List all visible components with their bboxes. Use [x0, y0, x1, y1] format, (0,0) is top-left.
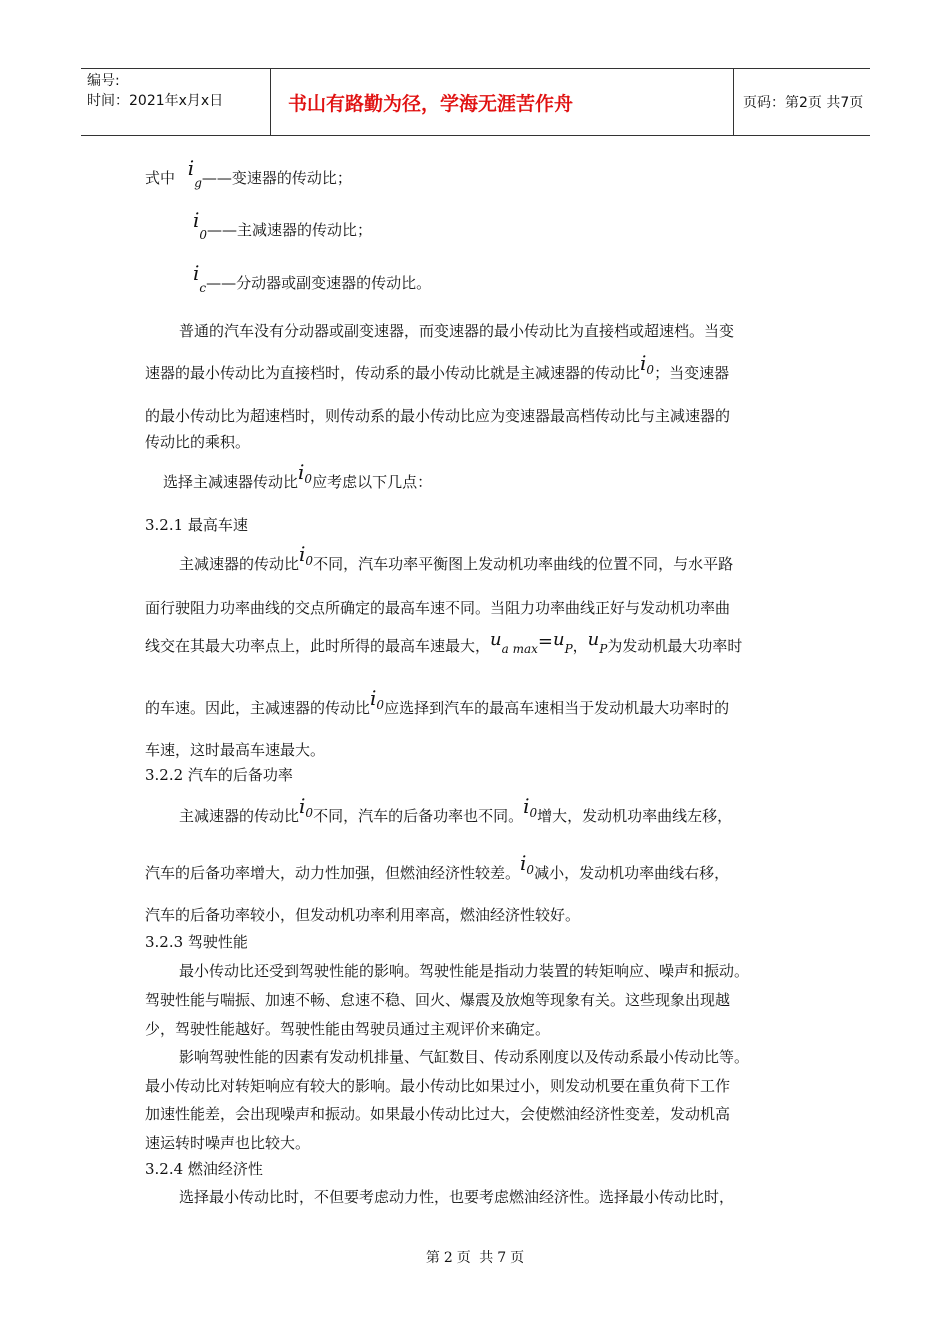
header-page-info: 页码：第2页 共7页: [743, 95, 864, 111]
footer-a: 第: [425, 1250, 440, 1266]
s321-comma: ，: [572, 637, 588, 655]
footer-total-pages: 7: [497, 1250, 507, 1266]
s321-line3-a: 线交在其最大功率点上，此时所得的最高车速最大，: [145, 637, 491, 655]
header-date: 时间：2021年x月x日: [87, 93, 224, 109]
symbol-i0-inline: i: [640, 351, 647, 375]
def-ic: [193, 261, 432, 295]
section-3-2-2-title: 3.2.2 汽车的后备功率: [145, 766, 293, 784]
symbol-ic: i: [193, 261, 200, 285]
s323-line6: 加速性能差，会出现噪声和振动。如果最小传动比过大，会使燃油经济性变差，发动机高: [145, 1105, 731, 1123]
s322-line1-c: 增大，发动机功率曲线左移，: [537, 807, 733, 825]
def-ic-text: ——分动器或副变速器的传动比。: [206, 274, 432, 292]
footer-d: 页: [510, 1250, 525, 1266]
para1-line2-a: 速器的最小传动比为直接档时，传动系的最小传动比就是主减速器的传动比: [145, 364, 641, 382]
symbol-i0-p2: i: [298, 460, 305, 484]
symbol-i0-s322a-sub: 0: [305, 806, 314, 820]
page-footer: [0, 1247, 950, 1267]
symbol-i0-s321: i: [299, 542, 306, 566]
s321-line3: [145, 629, 743, 657]
symbol-i0-p2-sub: 0: [304, 472, 313, 486]
def-i0: [193, 208, 373, 242]
footer-c: 共: [479, 1250, 494, 1266]
s321-line1-b: 不同，汽车功率平衡图上发动机功率曲线的位置不同，与水平路: [313, 555, 734, 573]
section-3-2-1-title: 3.2.1 最高车速: [145, 516, 248, 534]
para2: [163, 460, 433, 493]
para1-line2-b: ；当变速器: [654, 364, 730, 382]
def-ig-text: ——变速器的传动比；: [201, 169, 352, 187]
s321-line5: 车速，这时最高车速最大。: [145, 741, 326, 759]
s324-line1: 选择最小传动比时，不但要考虑动力性，也要考虑燃油经济性。选择最小传动比时，: [179, 1188, 735, 1206]
symbol-ic-sub: c: [199, 281, 207, 295]
footer-b: 页: [456, 1250, 471, 1266]
s323-line7: 速运转时噪声也比较大。: [145, 1134, 311, 1152]
symbol-i0-s322b-sub: 0: [529, 806, 538, 820]
section-3-2-3-title: 3.2.3 驾驶性能: [145, 933, 248, 951]
para2-b: 应考虑以下几点：: [312, 473, 433, 491]
s323-line4: 影响驾驶性能的因素有发动机排量、气缸数目、传动系刚度以及传动系最小传动比等。: [179, 1048, 750, 1066]
s321-line4-b: 应选择到汽车的最高车速相当于发动机最大功率时的: [384, 699, 730, 717]
symbol-u-amax: a max: [501, 642, 538, 656]
s321-line1-a: 主减速器的传动比: [179, 555, 300, 573]
header-id-label: 编号:: [87, 73, 120, 89]
s321-line4-a: 的车速。因此，主减速器的传动比: [145, 699, 371, 717]
symbol-i0-s322c-sub: 0: [526, 863, 535, 877]
s321-line1: [179, 542, 734, 575]
section-3-2-4-title: 3.2.4 燃油经济性: [145, 1160, 263, 1178]
symbol-up-sub: P: [564, 642, 573, 656]
s323-line3: 少，驾驶性能越好。驾驶性能由驾驶员通过主观评价来确定。: [145, 1020, 551, 1038]
symbol-i0-s321-sub: 0: [305, 554, 314, 568]
s322-line2-b: 减小，发动机功率曲线右移，: [534, 864, 730, 882]
s322-line1: [179, 794, 733, 827]
symbol-u: u: [490, 629, 502, 650]
s322-line1-b: 不同，汽车的后备功率也不同。: [313, 807, 524, 825]
s322-line2-a: 汽车的后备功率增大，动力性加强，但燃油经济性较差。: [145, 864, 521, 882]
para1-line2: [145, 351, 730, 384]
symbol-i0-s322b: i: [523, 794, 530, 818]
footer-page-number: 2: [443, 1250, 453, 1266]
symbol-up-2-sub: P: [599, 642, 608, 656]
para2-a: 选择主减速器传动比: [163, 473, 299, 491]
symbol-up: u: [552, 629, 565, 650]
symbol-i0-inline-sub: 0: [646, 363, 655, 377]
header-motto: 书山有路勤为径，学海无涯苦作舟: [271, 69, 734, 135]
para1-line4: 传动比的乘积。: [145, 433, 251, 451]
s321-line3-b: 为发动机最大功率时: [607, 637, 743, 655]
def-prefix: 式中: [145, 169, 176, 187]
symbol-ig-sub: g: [194, 176, 202, 190]
s321-line4: [145, 686, 730, 719]
s323-line2: 驾驶性能与喘振、加速不畅、怠速不稳、回火、爆震及放炮等现象有关。这些现象出现越: [145, 991, 731, 1009]
s322-line3: 汽车的后备功率较小，但发动机功率利用率高，燃油经济性较好。: [145, 906, 581, 924]
symbol-eq: =: [537, 631, 553, 652]
symbol-i0: i: [193, 208, 200, 232]
s323-line1: 最小传动比还受到驾驶性能的影响。驾驶性能是指动力装置的转矩响应、噪声和振动。: [179, 962, 750, 980]
symbol-i0-s322a: i: [299, 794, 306, 818]
symbol-i0-sub: 0: [199, 228, 208, 242]
para1-line3: 的最小传动比为超速档时，则传动系的最小传动比应为变速器最高档传动比与主减速器的: [145, 407, 731, 425]
para1-line1: 普通的汽车没有分动器或副变速器，而变速器的最小传动比为直接档或超速档。当变: [179, 322, 735, 340]
def-i0-text: ——主减速器的传动比；: [207, 221, 373, 239]
def-ig: [145, 156, 352, 190]
symbol-i0-s322c: i: [520, 851, 527, 875]
s323-line5: 最小传动比对转矩响应有较大的影响。最小传动比如果过小，则发动机要在重负荷下工作: [145, 1077, 731, 1095]
symbol-i0-s321b: i: [370, 686, 377, 710]
s322-line2: [145, 851, 730, 884]
symbol-up-2: u: [587, 629, 600, 650]
s322-line1-a: 主减速器的传动比: [179, 807, 300, 825]
symbol-ig: i: [187, 156, 195, 180]
s321-line2: 面行驶阻力功率曲线的交点所确定的最高车速不同。当阻力功率曲线正好与发动机功率曲: [145, 599, 731, 617]
symbol-i0-s321b-sub: 0: [376, 698, 385, 712]
